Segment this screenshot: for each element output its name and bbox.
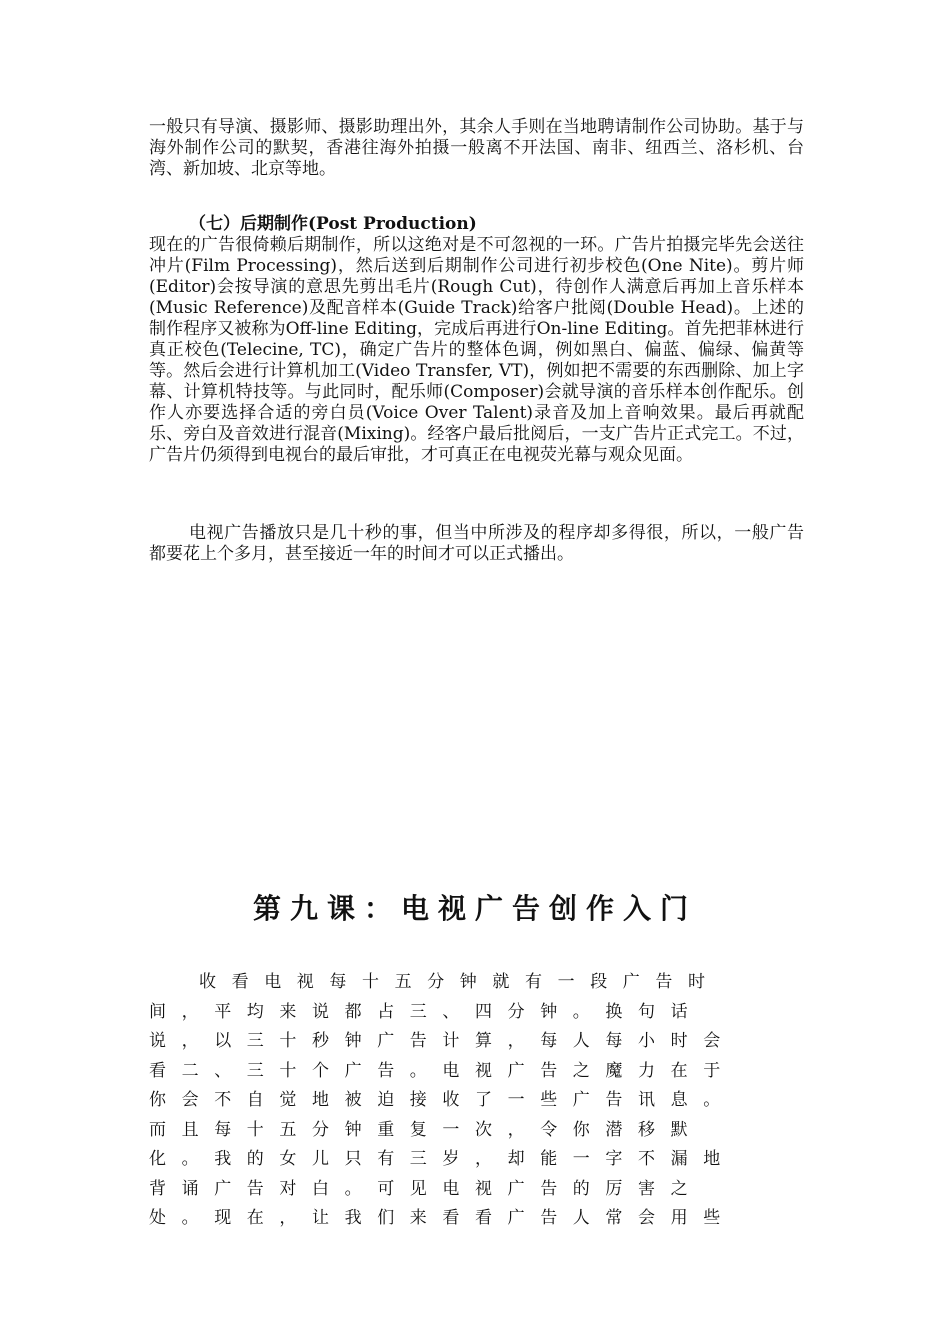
lesson-line: 而且每十五分钟重复一次，令你潜移默 [149,1119,704,1140]
lesson-title: 第九课：电视广告创作入门 [252,892,697,925]
lesson-line: 说，以三十秒钟广告计算，每人每小时会 [149,1031,736,1051]
paragraph-text: 电视广告播放只是几十秒的事，但当中所涉及的程序却多得很，所以，一般广告 都要花上个多月，甚至接近一年的时间才可以正式播出。 [149,523,804,564]
section-post-production [149,213,804,466]
lesson-intro-paragraph [149,968,749,1234]
lesson-line: 收看电视每十五分钟就有一段广告时 [199,972,721,992]
lesson-line: 处。现在，让我们来看看广告人常会用些 [149,1208,736,1228]
section-heading: （七）后期制作(Post Production) [189,214,477,234]
paragraph-broadcast-time [149,523,804,565]
section-body: 现在的广告很倚赖后期制作，所以这绝对是不可忽视的一环。广告片拍摄完毕先会送往冲片(Film Processing)，然后送到后期制作公司进行初步校色(One Nite)。剪片师(Editor)会按导演的意思先剪出毛片(Rough Cut)，待创作人满意后再加上音乐样本(Music Reference)及配音样本(Guide Track)给客户批阅(Double Head)。上述的制作程序又被称为Off-line Editing，完成后再进行On-line Editing。首先把菲林进行真正校色(Telecine, TC)，确定广告片的整体色调，例如黑白、偏蓝、偏绿、偏黄等等。然后会进行计算机加工(Video Transfer, VT)，例如把不需要的东西删除、加上字幕、计算机特技等。与此同时，配乐师(Composer)会就导演的音乐样本创作配乐。创作人亦要选择合适的旁白员(Voice Over Talent)录音及加上音响效果。最后再就配乐、旁白及音效进行混音(Mixing)。经客户最后批阅后，一支广告片正式完工。不过，广告片仍须得到电视台的最后审批，才可真正在电视荧光幕与观众见面。 [149,235,804,465]
lesson-line: 间，平均来说都占三、四分钟。换句话 [149,1001,704,1022]
paragraph-overseas-shooting [149,117,804,180]
lesson-line: 你会不自觉地被迫接收了一些广告讯息。 [149,1090,736,1110]
lesson-line: 看二、三十个广告。电视广告之魔力在于 [149,1060,736,1081]
lesson-line: 背诵广告对白。可见电视广告的厉害之 [149,1178,704,1199]
paragraph-text: 一般只有导演、摄影师、摄影助理出外，其余人手则在当地聘请制作公司协助。基于与海外制作公司的默契，香港往海外拍摄一般离不开法国、南非、纽西兰、洛杉机、台湾、新加坡、北京等地。 [149,117,804,179]
lesson-line: 化。我的女儿只有三岁，却能一字不漏地 [149,1149,736,1169]
